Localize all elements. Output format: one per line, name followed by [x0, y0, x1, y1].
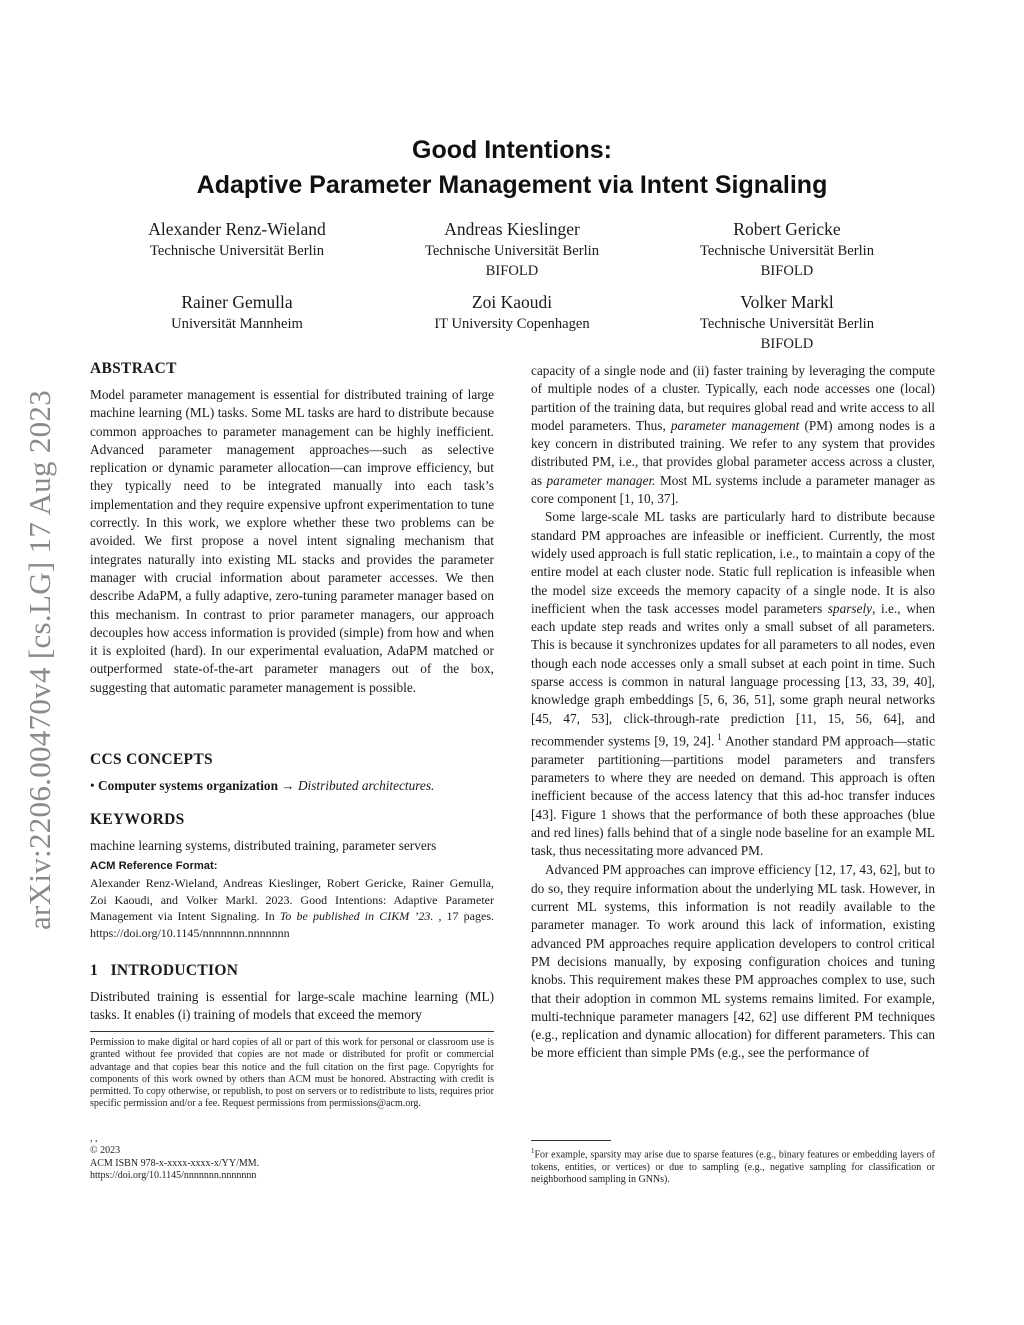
- footnote-number: 1: [531, 1147, 535, 1155]
- meta-line-1: , ,: [90, 1133, 98, 1144]
- p1-text-c: Most ML systems include a parameter manager as core component [1, 10, 37].: [531, 472, 935, 507]
- author-affiliation: Technische Universität Berlin: [424, 243, 600, 259]
- intro-paragraph-1: [531, 362, 935, 508]
- author-block: [372, 290, 652, 334]
- paper-title: [0, 133, 1024, 203]
- footnote: [531, 1145, 935, 1187]
- p2-emphasis: sparsely: [827, 600, 873, 616]
- acm-reference-text: [90, 875, 494, 941]
- keywords-text: machine learning systems, distributed training, parameter servers: [90, 838, 437, 853]
- keywords-section: [90, 811, 494, 855]
- author-affiliation-2: BIFOLD: [485, 263, 539, 279]
- ccs-concept-line: [90, 777, 494, 795]
- publication-meta: [90, 1133, 494, 1182]
- author-name: Alexander Renz-Wieland: [148, 219, 326, 239]
- footnote-marker: 1: [717, 731, 722, 742]
- author-block: [647, 217, 927, 281]
- acm-reference-section: [90, 860, 494, 941]
- author-affiliation: Universität Mannheim: [171, 316, 303, 332]
- title-line-1: Good Intentions:: [412, 136, 612, 164]
- author-block: [647, 290, 927, 354]
- ccs-heading: CCS CONCEPTS: [90, 751, 213, 768]
- abstract-text: Model parameter management is essential for distributed training of large machine learning (ML) tasks. Some ML tasks are hard to distribute because common approaches to parameter management can be highly inefficient. Advanced parameter management approaches—such as selective replication or dynamic parameter allocation—can improve efficiency, but they typically need to be integrated manually into each task’s implementation and they require expensive upfront experimentation to tune correctly. In this work, we explore whether these two problems can be avoided. We first propose a novel intent signaling mechanism that integrates naturally into existing ML stacks and provides the parameter manager with crucial information about parameter accesses. We then describe AdaPM, a fully adaptive, zero-tuning parameter manager based on this mechanism. In contrast to prior parameter managers, our approach decouples how access information is provided (simple) from how and when it is exploited (hard). In our experimental evaluation, AdaPM matched or outperformed state-of-the-art parameter managers out of the box, suggesting that automatic parameter management is possible.: [90, 387, 494, 695]
- title-line-2: Adaptive Parameter Management via Intent Signaling: [196, 171, 828, 199]
- author-block: [97, 290, 377, 334]
- right-column: [531, 362, 935, 1063]
- meta-copyright: © 2023: [90, 1145, 121, 1157]
- keywords-heading: KEYWORDS: [90, 811, 185, 828]
- ccs-concept: Computer systems organization: [97, 778, 278, 793]
- p2-text-a: Some large-scale ML tasks are particularly hard to distribute because standard PM approaches are infeasible or inefficient. Currently, the most widely used approach is full static replication, i.e., to maintain a copy of the entire model at each cluster node. Static full replication is infeasible when the model size exceeds the memory capacity of a single node. It is also inefficient when the task accesses model parameters: [531, 509, 935, 616]
- acm-reference-part1: Alexander Renz-Wieland, Andreas Kieslinger, Robert Gericke, Rainer Gemulla, Zoi Kaoudi, and Volker Markl. 2023. Good Intentions: Adaptive Parameter Management via Intent Signaling. In: [90, 876, 494, 923]
- author-name: Volker Markl: [740, 292, 834, 312]
- arxiv-stamp: [18, 345, 62, 975]
- abstract-heading: ABSTRACT: [90, 360, 177, 377]
- meta-doi: https://doi.org/10.1145/nnnnnnn.nnnnnnn: [90, 1169, 257, 1181]
- permission-notice: Permission to make digital or hard copies of all or part of this work for personal or classroom use is granted without fee provided that copies are not made or distributed for profit or commercial advantage and that copies bear this notice and the full citation on the first page. Copyrights for components of this work owned by others than ACM must be honored. Abstracting with credit is permitted. To copy otherwise, or republish, to post on servers or to redistribute to lists, requires prior specific permission and/or a fee. Request permissions from permissions@acm.org.: [90, 1037, 494, 1110]
- ccs-subconcept: Distributed architectures.: [297, 778, 435, 793]
- author-name: Rainer Gemulla: [181, 292, 293, 312]
- ccs-section: [90, 751, 494, 795]
- author-affiliation: Technische Universität Berlin: [699, 243, 875, 259]
- ccs-arrow: →: [277, 778, 298, 793]
- author-affiliation: IT University Copenhagen: [434, 316, 590, 332]
- introduction-text: Distributed training is essential for large-scale machine learning (ML) tasks. It enables (i) training of models that exceed the memory: [90, 989, 494, 1023]
- footnote-text: For example, sparsity may arise due to sparse features (e.g., binary features or embedding layers of tokens, entities, or vertices) or due to sampling (e.g., negative sampling for classification or neighborhood sampling in GNNs).: [531, 1149, 935, 1186]
- abstract-section: [90, 360, 494, 697]
- p1-text-b: (PM) among nodes is a key concern in distributed training. We refer to any system that provides distributed PM, i.e., that provides global parameter access across a cluster, as: [531, 417, 935, 488]
- introduction-heading: 1 INTRODUCTION: [90, 962, 239, 979]
- author-affiliation: Technische Universität Berlin: [149, 243, 325, 259]
- author-name: Robert Gericke: [733, 219, 841, 239]
- footnote-divider: [531, 1140, 611, 1141]
- p1-emphasis-1: parameter management: [670, 417, 800, 433]
- acm-reference-venue: To be published in CIKM ’23.: [279, 909, 434, 923]
- intro-paragraph-2: [531, 508, 935, 860]
- arxiv-stamp-text: arXiv:2206.00470v4 [cs.LG] 17 Aug 2023: [22, 389, 57, 931]
- intro-paragraph-3: Advanced PM approaches can improve efficiency [12, 17, 43, 62], but to do so, they require information about the underlying ML task. However, in current ML systems, this information is not readily available to the parameter manager. To work around this lack of information, existing advanced PM approaches require application developers to control critical PM decisions manually, by exposing configuration choices and tuning knobs. This requirement makes these PM approaches complex to use, such that their adoption in common ML systems remains limited. For example, multi-technique parameter managers [42, 62] use different PM techniques (e.g., replication and dynamic allocation) for different parameters. This can be more efficient than simple PMs (e.g., see the performance of: [531, 862, 935, 1061]
- author-block: [97, 217, 377, 261]
- meta-isbn: ACM ISBN 978-x-xxxx-xxxx-x/YY/MM.: [90, 1157, 260, 1169]
- author-affiliation-2: BIFOLD: [760, 263, 814, 279]
- author-affiliation: Technische Universität Berlin: [699, 316, 875, 332]
- p1-emphasis-2: parameter manager.: [546, 472, 656, 488]
- p2-text-c: Another standard PM approach—static parameter partitioning—partitions model parameters and transfers parameters to where they are needed on demand. This approach is often inefficient because of the access latency that this ad-hoc transfer induces [43]. Figure 1 shows that the performance of both these approaches (blue and red lines) falls behind that of a single node baseline for an example ML task, thus necessitating more advanced PM.: [531, 733, 935, 859]
- ccs-bullet: •: [90, 778, 95, 793]
- author-affiliation-2: BIFOLD: [760, 336, 814, 352]
- acm-reference-heading: ACM Reference Format:: [90, 860, 218, 872]
- introduction-section: [90, 962, 494, 1025]
- permission-divider: [90, 1031, 494, 1032]
- p2-text-b: , i.e., when each update step reads and writes only a small subset of all parameters. This is because it synchronizes updates for all parameters to all nodes, even though each node accesses only a small subset at each point in time. Such sparse access is common in natural language processing [13, 33, 39, 40], knowledge graph embeddings [5, 6, 36, 51], some graph neural networks [45, 47, 53], click-through-rate prediction [11, 15, 56, 64], and recommender systems [9, 19, 24].: [531, 600, 935, 749]
- acm-reference-part2: , 17 pages. https://doi.org/10.1145/nnnnnnn.nnnnnnn: [90, 909, 494, 940]
- author-name: Andreas Kieslinger: [444, 219, 580, 239]
- author-block: [372, 217, 652, 281]
- p1-text-a: capacity of a single node and (ii) faster training by leveraging the compute of multiple nodes of a cluster. Typically, each node accesses one (local) partition of the training data, but requires global read and write access to all model parameters. Thus,: [531, 363, 935, 433]
- author-name: Zoi Kaoudi: [471, 292, 553, 312]
